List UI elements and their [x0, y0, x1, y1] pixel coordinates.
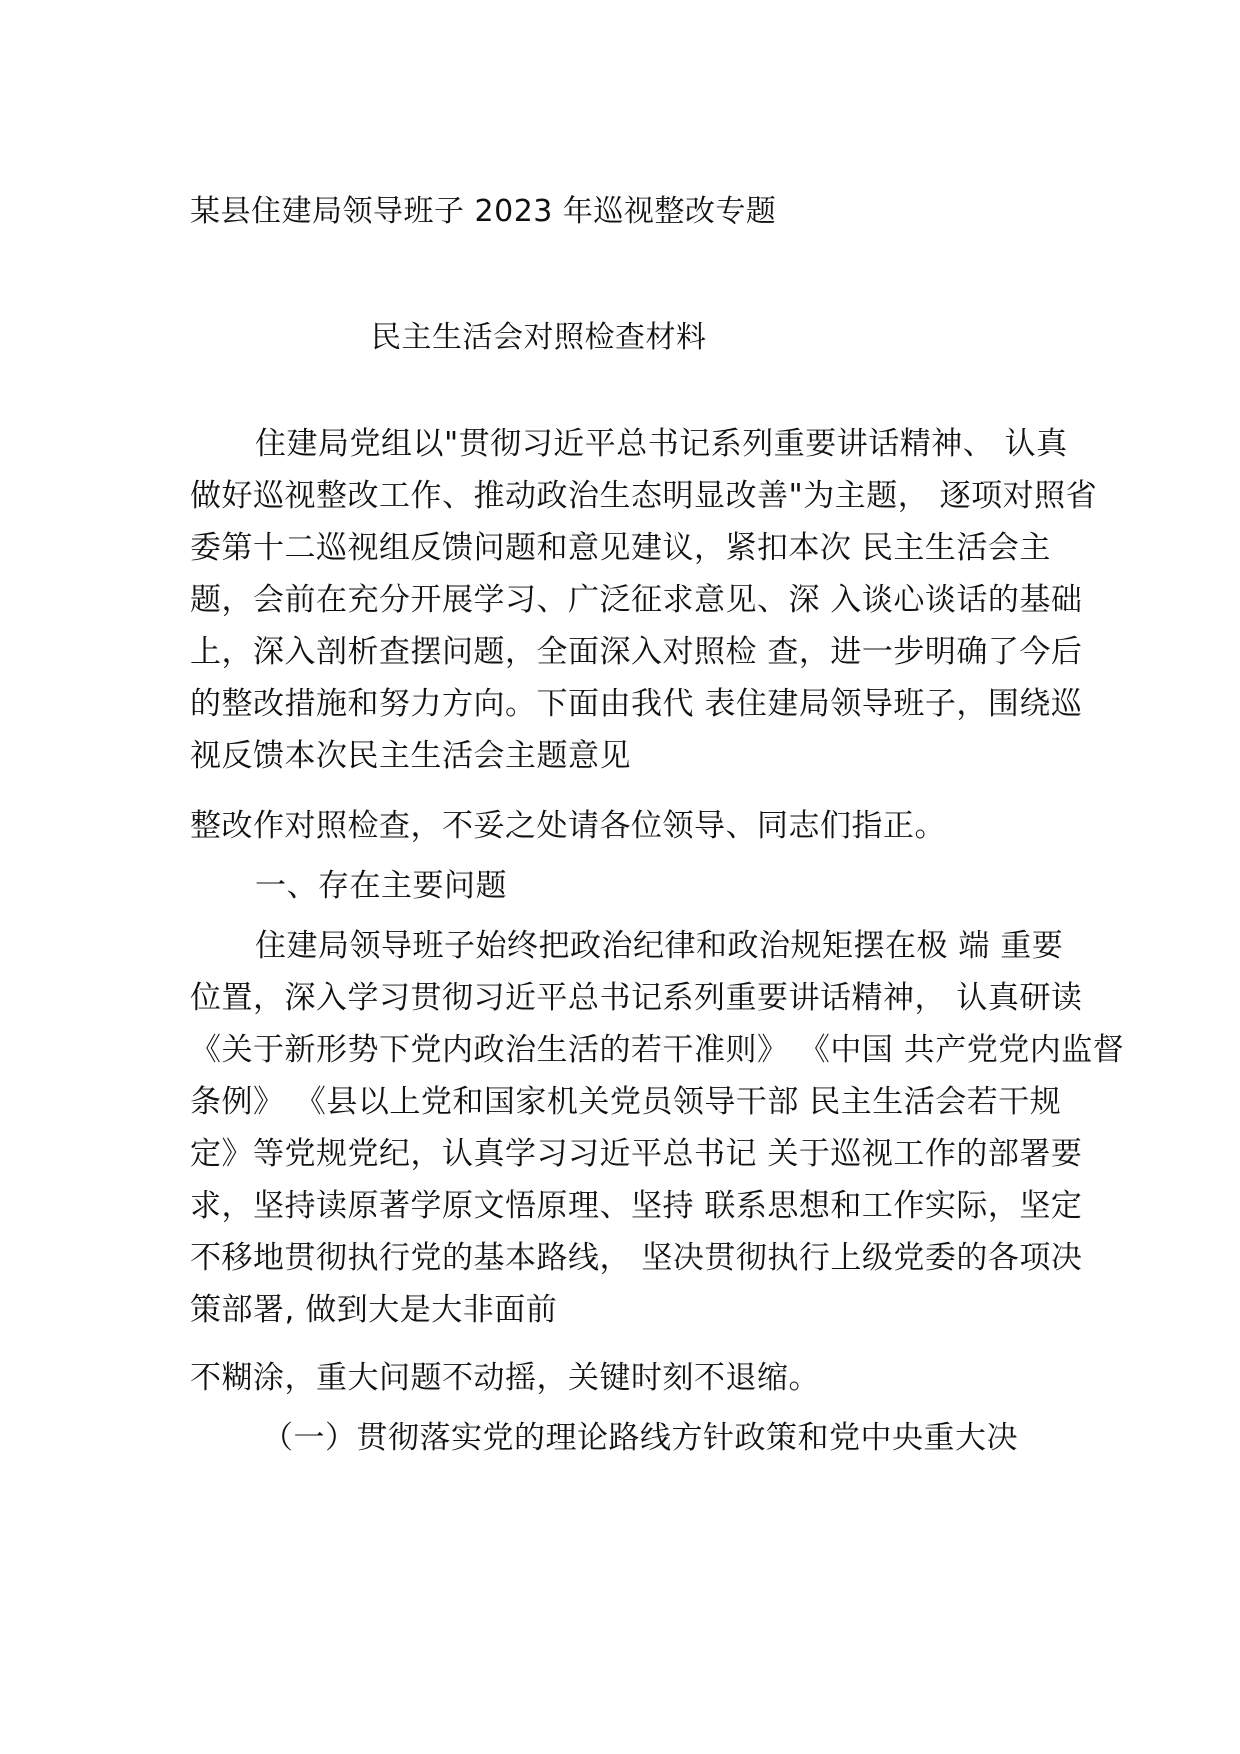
document-title-line-2: 民主生活会对照检查材料	[371, 320, 707, 355]
paragraph-1-line-2: 做好巡视整改工作、推动政治生态明显改善"为主题， 逐项对照省	[190, 478, 1098, 514]
paragraph-3-line-6: 求，坚持读原著学原文悟原理、坚持 联系思想和工作实际，坚定	[190, 1188, 1083, 1224]
paragraph-3-line-2: 位置，深入学习贯彻习近平总书记系列重要讲话精神， 认真研读	[190, 980, 1083, 1016]
paragraph-3-line-1: 住建局领导班子始终把政治纪律和政治规矩摆在极 端 重要	[255, 928, 1064, 964]
paragraph-1-line-1: 住建局党组以"贯彻习近平总书记系列重要讲话精神、 认真	[255, 426, 1068, 462]
subsection-heading: （一）贯彻落实党的理论路线方针政策和党中央重大决	[262, 1420, 1018, 1456]
paragraph-1-line-6: 的整改措施和努力方向。下面由我代 表住建局领导班子，围绕巡	[190, 686, 1083, 722]
paragraph-3-line-7: 不移地贯彻执行党的基本路线， 坚决贯彻执行上级党委的各项决	[190, 1240, 1083, 1276]
paragraph-3-line-3: 《关于新形势下党内政治生活的若干准则》 《中国 共产党党内监督	[190, 1032, 1125, 1068]
paragraph-2-line-1: 整改作对照检查，不妥之处请各位领导、同志们指正。	[190, 808, 946, 844]
paragraph-1-line-7: 视反馈本次民主生活会主题意见	[190, 738, 631, 774]
paragraph-3-line-8: 策部署, 做到大是大非面前	[190, 1292, 558, 1328]
paragraph-3-line-4: 条例》 《县以上党和国家机关党员领导干部 民主生活会若干规	[190, 1084, 1062, 1120]
section-heading: 一、存在主要问题	[255, 868, 507, 904]
paragraph-1-line-3: 委第十二巡视组反馈问题和意见建议，紧扣本次 民主生活会主	[190, 530, 1051, 566]
document-title-line-1: 某县住建局领导班子 2023 年巡视整改专题	[190, 194, 777, 229]
paragraph-3-line-5: 定》等党规党纪，认真学习习近平总书记 关于巡视工作的部署要	[190, 1136, 1083, 1172]
paragraph-1-line-4: 题，会前在充分开展学习、广泛征求意见、深 入谈心谈话的基础	[190, 582, 1083, 618]
paragraph-4-line-1: 不糊涂，重大问题不动摇，关键时刻不退缩。	[190, 1360, 820, 1396]
paragraph-1-line-5: 上，深入剖析查摆问题，全面深入对照检 查，进一步明确了今后	[190, 634, 1083, 670]
